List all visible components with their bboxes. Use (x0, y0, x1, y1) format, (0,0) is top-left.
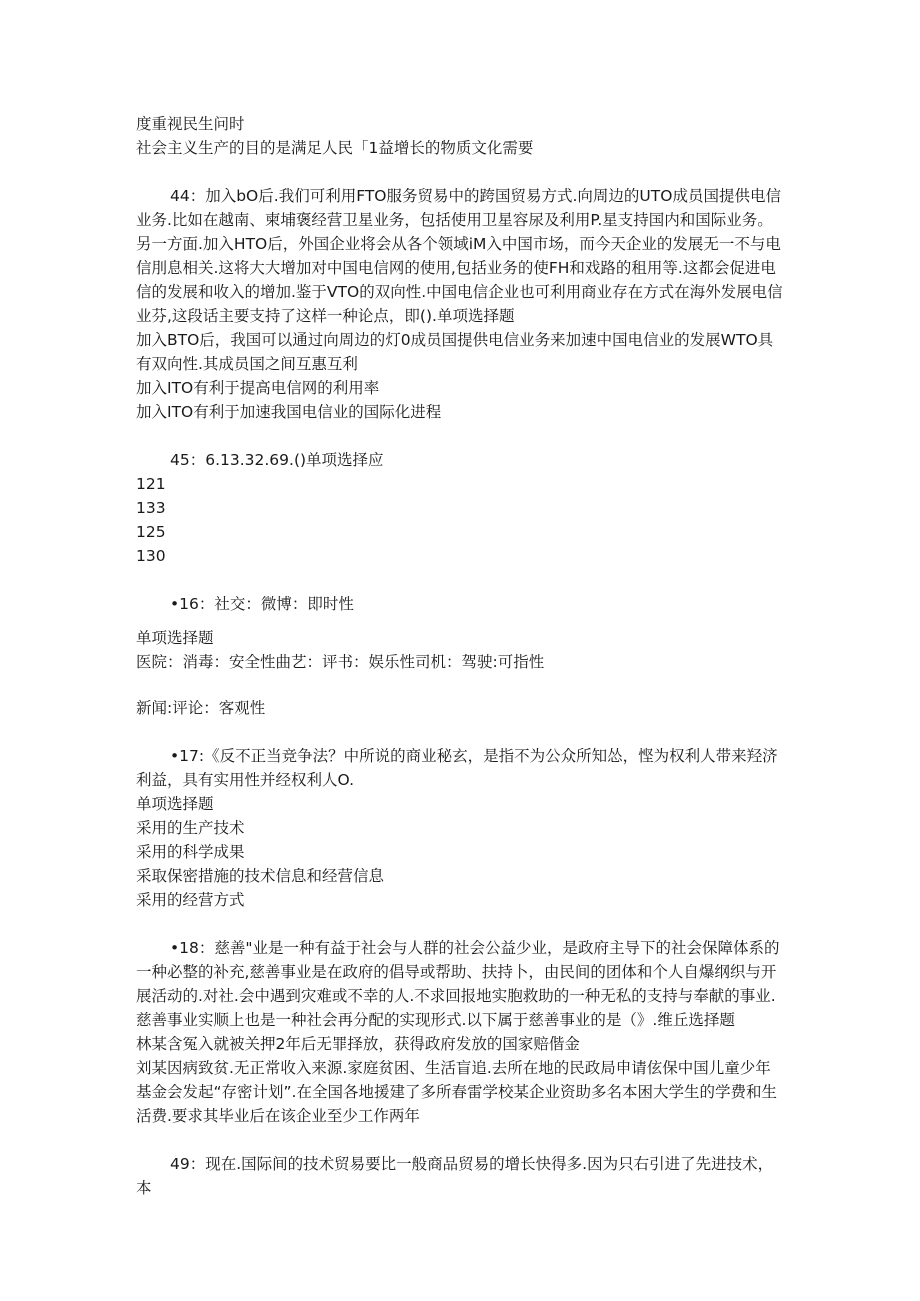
question-44-stem: 44：加入bO后.我们可利用FTO服务贸易中的跨国贸易方式.向周边的UTO成员国提供电信业务.比如在越南、柬埔褒经营卫星业务，包括使用卫星容尿及利用P.星支持国内和国际业务。另一方面.加入HTO后，外国企业将会从各个领域iM入中国市场，而今天企业的发展无一不与电信刖息相关.这将大大增加对中国电信网的使用,包括业务的使FH和戏路的租用等.这都会促进电信的发展和收入的增加.鉴于VTO的双向性.中国电信企业也可利用商业存在方式在海外发展电信业芬,这段话主要支持了这样一种论点，即().单项选择题 (136, 187, 783, 325)
question-49-stem: 49：现在.国际间的技术贸易要比一般商品贸易的增长快得多.因为只右引进了先进技术，本 (136, 1155, 774, 1197)
question-44-option-3: 加入ITO有利于加速我国电信业的国际化进程 (136, 403, 442, 421)
question-47-option-4: 采用的经营方式 (136, 891, 245, 909)
question-47-option-1: 采用的生产技术 (136, 819, 245, 837)
question-46-type: 单项选择题 (136, 629, 214, 647)
question-46-option-line-1: 医院：消毒：安全性曲艺：评书：娱乐性司机：驾驶:可指性 (136, 653, 545, 671)
question-48-stem: •18：慈善"业是一种有益于社会与人群的社会公益少业，是政府主导下的社会保障体系的一种必整的补充,慈善事业是在政府的倡导或帮助、扶持卜，由民间的团体和个人自爆纲织与开展活动的.对社.会中遇到灾难或不幸的人.不求回报地实胞救助的一种无私的支持与奉献的事业.慈善事业实顺上也是一种社会再分配的实现形式.以下属于慈善事业的是（》.维丘选择题 (136, 939, 780, 1029)
question-46-stem: •16：社交：微博：即时性 (170, 595, 354, 613)
intro-line-2: 社会主义生产的目的是满足人民「1益增长的物质文化需要 (136, 139, 534, 157)
question-44-option-1: 加入BTO后，我国可以通过向周边的灯0成员国提供电信业务来加速中国电信业的发展WTO具有双向性.其成员国之间互惠互利 (136, 331, 774, 373)
question-45-option-4: 130 (136, 547, 166, 565)
intro-line-1: 度重视民生问时 (136, 115, 245, 133)
question-44-option-2: 加入ITO有利于提高电信网的利用率 (136, 379, 380, 397)
question-47-option-2: 采用的科学成果 (136, 843, 245, 861)
question-47-stem: •17:《反不正当竞争法？中所说的商业秘玄，是指不为公众所知怂，悭为权利人带来羟济利益，具有实用性并经权利人O. (136, 747, 778, 789)
question-45-option-2: 133 (136, 499, 166, 517)
document-body (136, 112, 786, 1200)
question-47-type: 单项选择题 (136, 795, 214, 813)
question-48-option-1: 林某含冤入就被关押2年后无罪择放，获得政府发放的国家赔偕金 (136, 1035, 580, 1053)
question-45-stem: 45：6.13.32.69.()单项选择应 (170, 451, 384, 469)
question-47-option-3: 采取保密措施的技术信息和经营信息 (136, 867, 385, 885)
question-45-option-1: 121 (136, 475, 166, 493)
question-46-option-line-2: 新闻:评论：客观性 (136, 699, 266, 717)
question-48-option-2: 刘某因病致贫.无正常收入来源.家庭贫困、生活盲追.去所在地的民政局申请伭保中国儿童少年基金会发起“存密计划”.在全国各地援建了多所春雷学校某企业资助多名本困大学生的学费和生活费.要求其毕业后在该企业至少工作两年 (136, 1059, 777, 1125)
question-45-option-3: 125 (136, 523, 166, 541)
